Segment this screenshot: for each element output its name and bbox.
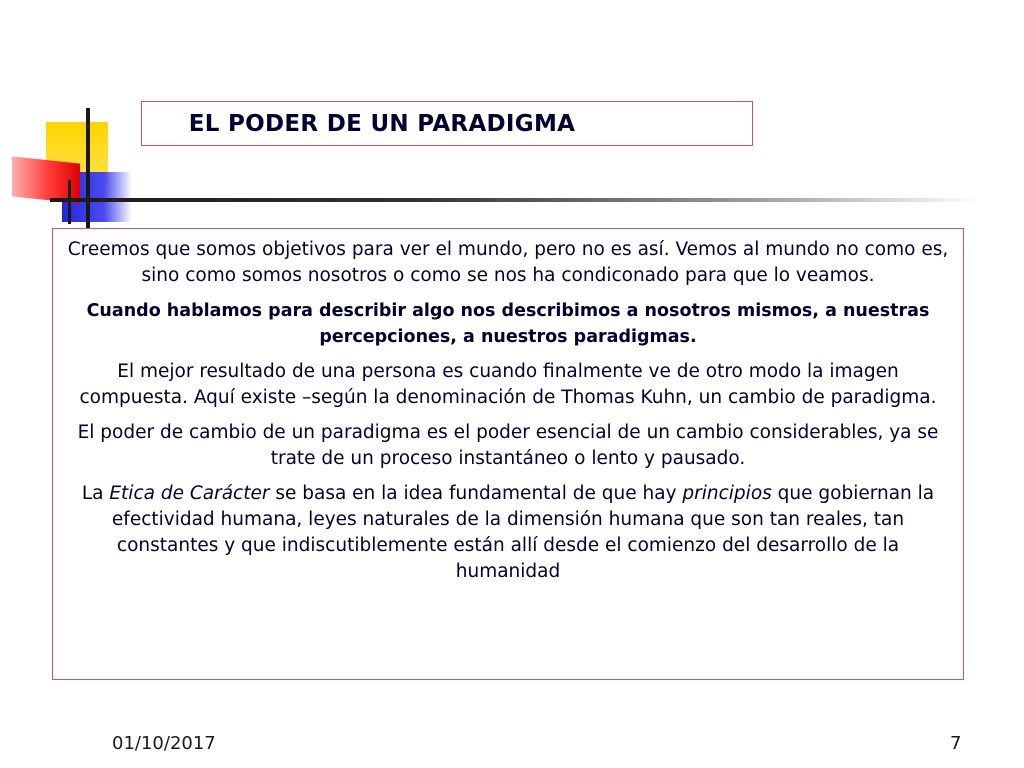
paragraph-1: Creemos que somos objetivos para ver el mundo, pero no es así. Vemos al mundo no como es, sino como somos nosotros o como se nos ha condiconado para que lo veamos. (67, 239, 949, 286)
paragraph-3: El mejor resultado de una persona es cuando finalmente ve de otro modo la imagen compuesta. Aquí existe –según la denominación de Thomas Kuhn, un cambio de paradigma. (79, 361, 937, 408)
content-box (52, 228, 964, 680)
title-box (141, 101, 753, 146)
paragraph-5-emphasis-etica: Etica de Carácter (109, 483, 270, 504)
decor-vertical-line-short (68, 180, 71, 224)
paragraph-5-tail: que gobiernan la efectividad humana, leyes naturales de la dimensión humana que son tan reales, tan constantes y que indiscutiblemente están allí desde el comienzo del desarrollo de la humanidad (111, 483, 935, 582)
decor-vertical-line (86, 108, 90, 228)
footer-page-number: 7 (950, 733, 962, 754)
paragraph-4: El poder de cambio de un paradigma es el poder esencial de un cambio considerables, ya se trate de un proceso instantáneo o lento y pausado. (77, 422, 939, 469)
footer-date: 01/10/2017 (112, 733, 216, 754)
paragraph-5 (63, 481, 953, 585)
paragraph-5-emphasis-principios: principios (682, 483, 772, 504)
paragraph-5-mid: se basa en la idea fundamental de que hay (269, 483, 683, 504)
paragraph-2: Cuando hablamos para describir algo nos describimos a nosotros mismos, a nuestras percepciones, a nuestros paradigmas. (86, 301, 930, 347)
slide-title: EL PODER DE UN PARADIGMA (188, 110, 576, 137)
decor-horizontal-line (50, 198, 980, 202)
paragraph-5-lead: La (81, 483, 110, 504)
